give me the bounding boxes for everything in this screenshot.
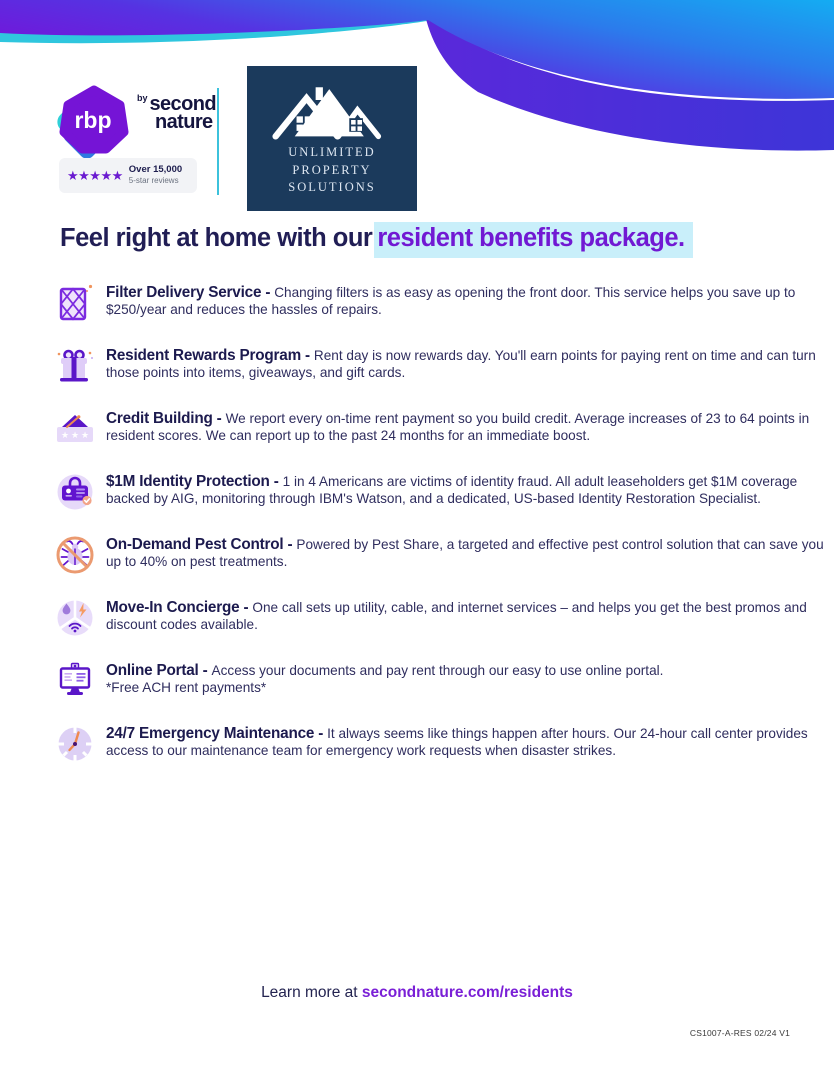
benefit-description: Rent day is now rewards day. You'll earn points for paying rent on time and can turn those points into items, giveaways, and gift cards. [106,348,816,381]
benefit-title: On-Demand Pest Control - [106,536,293,553]
house-roofs-icon [269,80,395,140]
monitor-icon [54,660,96,702]
company-name [288,144,375,197]
benefit-emergency-maintenance [54,723,826,765]
utilities-icon [54,597,96,639]
benefit-description: It always seems like things happen after hours. Our 24-hour call center provides access to our maintenance team for emergency work requests when disaster strikes. [106,726,808,759]
credit-score-icon [54,408,96,450]
filter-icon [54,282,96,324]
five-stars-icon: ★★★★★ [67,167,123,183]
clock-icon [54,723,96,765]
brand-word-nature: nature [155,111,213,133]
reviews-count: Over 15,000 [128,164,183,176]
benefit-title: 24/7 Emergency Maintenance - [106,725,324,742]
headline-highlight: resident benefits package. [374,222,692,258]
benefit-title: Move-In Concierge - [106,599,249,616]
benefit-description: Changing filters is as easy as opening the front door. This service helps you save up to $250/year and reduces the hassles of repairs. [106,285,796,318]
benefit-description: Access your documents and pay rent through our easy to use online portal. [211,663,664,678]
company-name-line3: SOLUTIONS [288,180,376,195]
benefits-list [54,282,826,786]
rbp-logo [56,82,132,158]
svg-text:★: ★ [60,430,70,440]
benefit-note: *Free ACH rent payments* [106,680,267,696]
benefit-identity-protection [54,471,826,513]
vertical-divider [217,88,219,195]
company-name-line2: PROPERTY [292,162,372,177]
benefit-filter-delivery [54,282,826,324]
benefit-description: One call sets up utility, cable, and internet services – and helps you get the best promos and discount codes available. [106,600,807,633]
benefit-move-in-concierge [54,597,826,639]
svg-text:★: ★ [70,430,80,440]
gift-icon [54,345,96,387]
byline: by [137,93,148,103]
page-title [60,224,693,253]
company-logo [247,66,417,211]
headline-prefix: Feel right at home with our [60,224,373,252]
benefit-credit-building [54,408,826,450]
no-pest-icon [54,534,96,576]
benefit-title: Resident Rewards Program - [106,347,310,364]
learn-more-line [0,984,834,1002]
svg-text:★: ★ [80,430,90,440]
rbp-badge-icon [56,82,132,158]
second-nature-wordmark [137,94,216,132]
reviews-badge [59,158,197,193]
reviews-label: 5-star reviews [128,176,179,186]
rbp-logo-text: rbp [74,107,112,133]
benefit-online-portal [54,660,826,702]
benefit-title: Filter Delivery Service - [106,284,271,301]
learn-more-link[interactable]: secondnature.com/residents [361,984,573,1001]
benefit-pest-control [54,534,826,576]
benefit-description: 1 in 4 Americans are victims of identity fraud. All adult leaseholders get $1M coverage backed by AIG, monitoring through IBM's Watson, and a dedicated, US-based Identity Restoration Specialist. [106,474,798,507]
benefit-title: $1M Identity Protection - [106,473,279,490]
benefit-title: Credit Building - [106,410,222,427]
benefit-description: Powered by Pest Share, a targeted and effective pest control solution that can save you up to 40% on pest treatments. [106,537,824,570]
id-card-lock-icon [54,471,96,513]
document-code: CS1007-A-RES 02/24 V1 [689,1028,790,1038]
benefit-description: We report every on-time rent payment so you build credit. Average increases of 23 to 64 points in resident scores. We can report up to the past 24 months for an immediate boost. [106,411,810,444]
brand-word-second: second [149,93,216,115]
learn-more-prefix: Learn more at [261,984,362,1001]
benefit-title: Online Portal - [106,662,208,679]
company-name-line1: UNLIMITED [288,145,376,160]
benefit-resident-rewards [54,345,826,387]
